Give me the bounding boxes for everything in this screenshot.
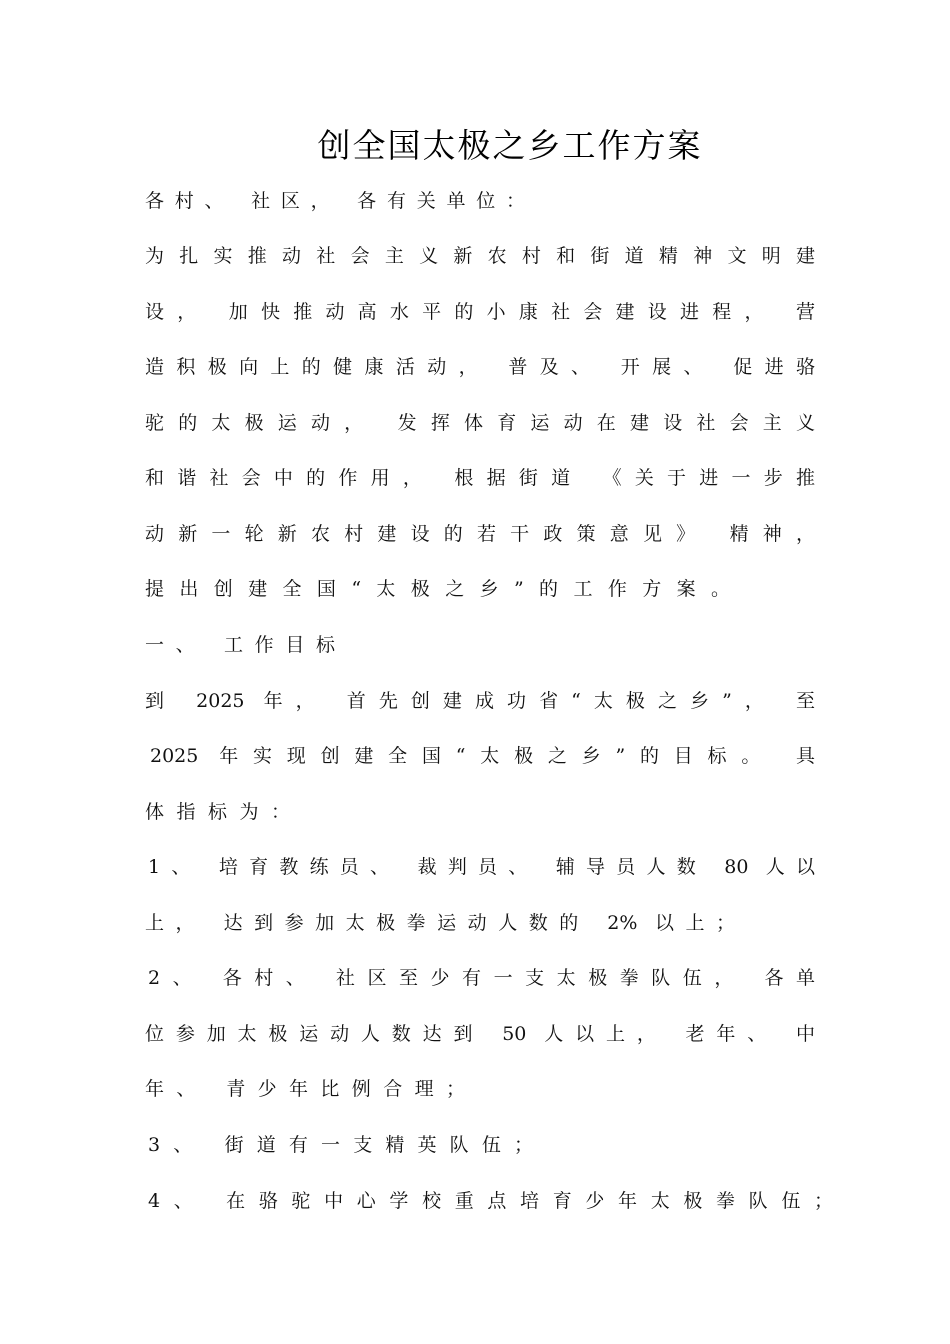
goal-item-line: 年、 青少年比例合理； xyxy=(145,1078,465,1100)
salutation-line: 各村、 社区， 各有关单位： xyxy=(145,190,525,212)
goal-item-line: 1、 培育教练员、 裁判员、 辅导员人数 80 人以 xyxy=(148,856,815,878)
intro-line: 设， 加快推动高水平的小康社会建设进程， 营 xyxy=(145,301,815,323)
intro-line: 和谐社会中的作用， 根据街道 《关于进一步推 xyxy=(145,467,815,489)
goal-item-line: 2、 各村、 社区至少有一支太极拳队伍， 各单 xyxy=(148,967,815,989)
goal-line: 到 2025 年， 首先创建成功省“太极之乡”， 至 xyxy=(145,690,815,712)
goal-line: 体指标为： xyxy=(145,801,290,823)
intro-line: 动新一轮新农村建设的若干政策意见》 精神， xyxy=(145,523,815,545)
intro-line: 驼的太极运动， 发挥体育运动在建设社会主义 xyxy=(145,412,815,434)
goal-line: 2025 年实现创建全国“太极之乡”的目标。 具 xyxy=(150,745,815,767)
goal-item-line: 3、 街道有一支精英队伍； xyxy=(148,1134,533,1156)
goal-item-line: 上， 达到参加太极拳运动人数的 2% 以上； xyxy=(145,912,735,934)
document-title: 创全国太极之乡工作方案 xyxy=(317,126,703,165)
intro-line: 提出创建全国“太极之乡”的工作方案。 xyxy=(145,578,730,600)
intro-line: 造积极向上的健康活动， 普及、 开展、 促进骆 xyxy=(145,356,815,378)
goal-item-line: 4、 在骆驼中心学校重点培育少年太极拳队伍； xyxy=(148,1190,833,1212)
intro-line: 为扎实推动社会主义新农村和街道精神文明建 xyxy=(145,245,815,267)
goal-item-line: 位参加太极运动人数达到 50 人以上， 老年、 中 xyxy=(145,1023,815,1045)
section-heading: 一、 工作目标 xyxy=(145,634,335,656)
